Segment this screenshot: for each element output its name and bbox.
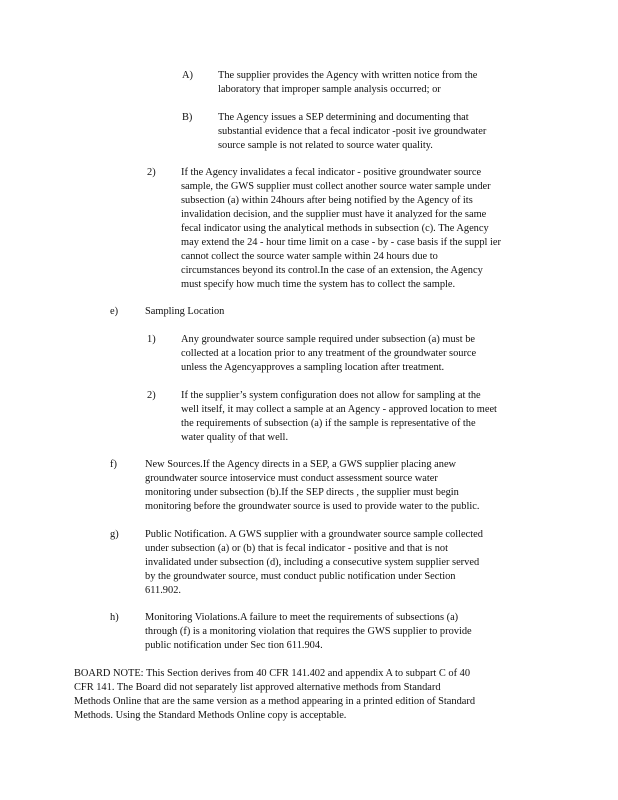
text-line: groundwater source intoservice must conduct assessment source water — [145, 473, 438, 484]
text-line: laboratory that improper sample analysis occurred; or — [218, 84, 441, 95]
item-label: 2) — [147, 167, 156, 178]
item-text — [145, 458, 535, 514]
text-line: The Agency issues a SEP determining and documenting that — [218, 112, 469, 123]
item-label: B) — [182, 112, 193, 123]
text-line: CFR 141. The Board did not separately list approved alternative methods from Standard — [74, 682, 441, 693]
text-line: BOARD NOTE: This Section derives from 40 CFR 141.402 and appendix A to subpart C of 40 — [74, 668, 471, 679]
item-text — [218, 111, 514, 153]
text-line: invalidated under subsection (d), including a consecutive system supplier served — [145, 557, 480, 568]
text-line: subsection (a) within 24hours after being notified by the Agency of its — [181, 195, 473, 206]
item-label: h) — [110, 612, 119, 623]
text-line: through (f) is a monitoring violation that requires the GWS supplier to provide — [145, 626, 472, 637]
text-line: may extend the 24 - hour time limit on a case - by - case basis if the suppl ier — [181, 237, 501, 248]
text-line: sample, the GWS supplier must collect another source water sample under — [181, 181, 491, 192]
text-line: well itself, it may collect a sample at an Agency - approved location to meet — [181, 404, 497, 415]
text-line: Methods Online that are the same version as a method appearing in a printed edition of Standard — [74, 696, 476, 707]
text-line: fecal indicator using the analytical methods in subsection (c). The Agency — [181, 223, 489, 234]
text-line: public notification under Sec tion 611.904. — [145, 640, 323, 651]
section-heading — [145, 305, 345, 319]
item-label: 1) — [147, 334, 156, 345]
item-text — [181, 333, 531, 375]
item-label: f) — [110, 459, 117, 470]
text-line: 611.902. — [145, 585, 181, 596]
text-line: under subsection (a) or (b) that is fecal indicator - positive and that is not — [145, 543, 448, 554]
text-line: monitoring under subsection (b).If the SEP directs , the supplier must begin — [145, 487, 459, 498]
text-line: the requirements of subsection (a) if the sample is representative of the — [181, 418, 476, 429]
text-line: source sample is not related to source water quality. — [218, 140, 433, 151]
text-line: Any groundwater source sample required under subsection (a) must be — [181, 334, 476, 345]
text-line: The supplier provides the Agency with written notice from the — [218, 70, 478, 81]
text-line: invalidation decision, and the supplier must have it analyzed for the same — [181, 209, 487, 220]
text-line: Sampling Location — [145, 306, 225, 317]
item-label: A) — [182, 70, 193, 81]
text-line: Monitoring Violations.A failure to meet the requirements of subsections (a) — [145, 612, 459, 623]
text-line: circumstances beyond its control.In the case of an extension, the Agency — [181, 265, 483, 276]
text-line: Public Notification. A GWS supplier with a groundwater source sample collected — [145, 529, 483, 540]
item-text — [218, 69, 518, 97]
item-text — [181, 166, 537, 292]
text-line: If the supplier’s system configuration does not allow for sampling at the — [181, 390, 481, 401]
text-line: New Sources.If the Agency directs in a SEP, a GWS supplier placing anew — [145, 459, 457, 470]
item-text — [145, 611, 525, 653]
item-label: e) — [110, 306, 119, 317]
text-line: cannot collect the source water sample within 24 hours due to — [181, 251, 438, 262]
text-line: collected at a location prior to any treatment of the groundwater source — [181, 348, 477, 359]
board-note — [74, 667, 534, 723]
text-line: monitoring before the groundwater source is used to provide water to the public. — [145, 501, 480, 512]
text-line: must specify how much time the system has to collect the sample. — [181, 279, 456, 290]
text-line: If the Agency invalidates a fecal indicator - positive groundwater source — [181, 167, 482, 178]
item-label: g) — [110, 529, 119, 540]
text-line: water quality of that well. — [181, 432, 289, 443]
item-text — [181, 389, 537, 445]
item-label: 2) — [147, 390, 156, 401]
item-text — [145, 528, 537, 598]
text-line: by the groundwater source, must conduct public notification under Section — [145, 571, 456, 582]
text-line: unless the Agencyapproves a sampling location after treatment. — [181, 362, 445, 373]
text-line: Methods. Using the Standard Methods Online copy is acceptable. — [74, 710, 347, 721]
text-line: substantial evidence that a fecal indicator -posit ive groundwater — [218, 126, 487, 137]
